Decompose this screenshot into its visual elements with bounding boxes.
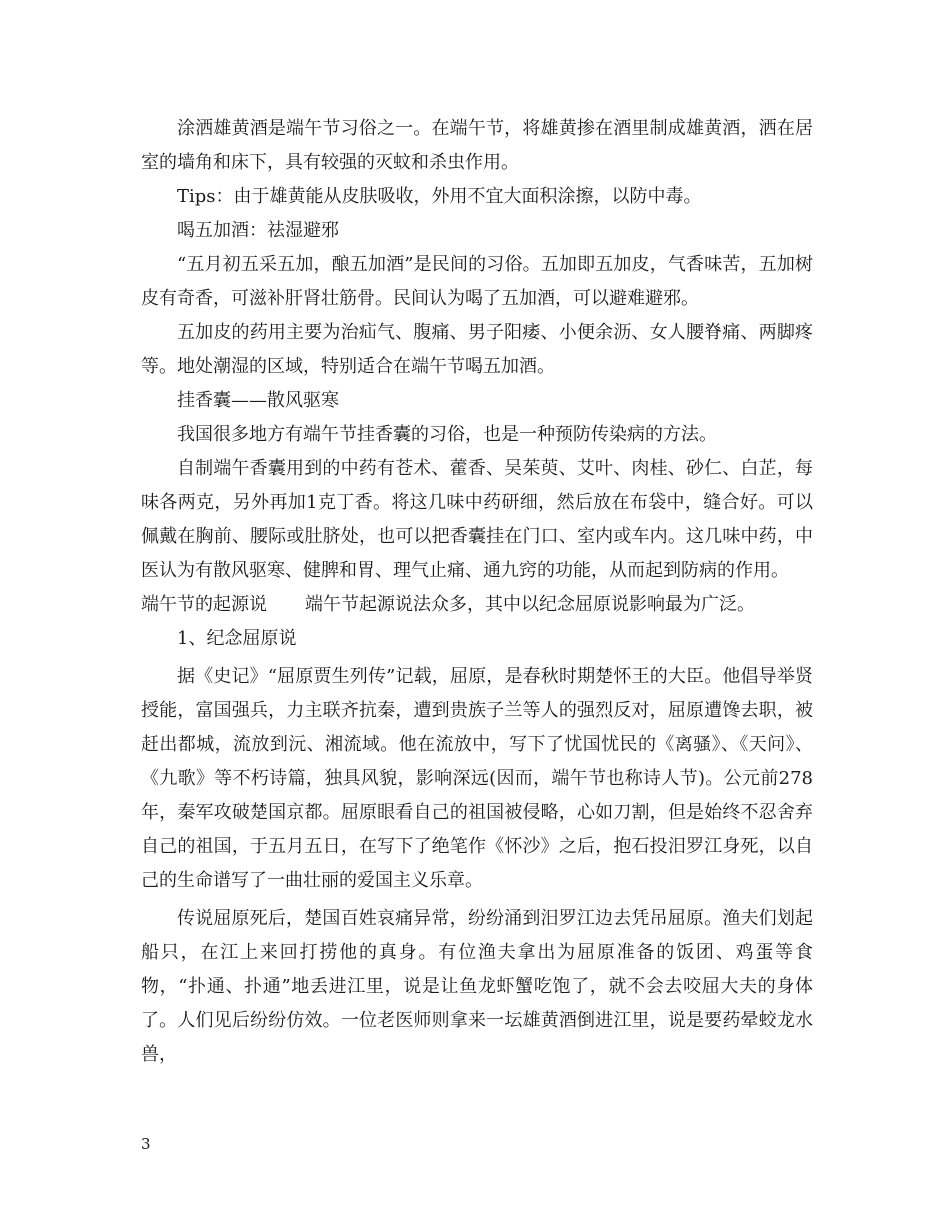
subheading-wujia-wine: 喝五加酒：祛湿避邪 [177, 220, 339, 241]
paragraph-sachet-recipe: 自制端午香囊用到的中药有苍术、藿香、吴茱萸、艾叶、肉桂、砂仁、白芷，每味各两克，另外再加1克丁香。将这几味中药研细，然后放在布袋中，缝合好。可以佩戴在胸前、腰际或肚脐处，也可以把香囊挂在门口、室内或车内。这几味中药，中医认为有散风驱寒、健脾和胃、理气止痛、通九窍的功能，从而起到防病的作用。 [141, 458, 813, 581]
paragraph-wujia-custom: “五月初五采五加，酿五加酒”是民间的习俗。五加即五加皮，气香味苦，五加树皮有奇香，可滋补肝肾壮筋骨。民间认为喝了五加酒，可以避难避邪。 [141, 254, 813, 309]
section-origin [141, 588, 813, 622]
paragraph-realgar-wine: 涂洒雄黄酒是端午节习俗之一。在端午节，将雄黄掺在酒里制成雄黄酒，洒在居室的墙角和床下，具有较强的灭蚊和杀虫作用。 [141, 118, 813, 173]
paragraph-tips: Tips：由于雄黄能从皮肤吸收，外用不宜大面积涂擦，以防中毒。 [177, 186, 702, 207]
paragraph-qu-yuan-history: 据《史记》“屈原贾生列传”记载，屈原，是春秋时期楚怀王的大臣。他倡导举贤授能，富国强兵，力主联齐抗秦，遭到贵族子兰等人的强烈反对，屈原遭馋去职，被赶出都城，流放到沅、湘流域。他在流放中，写下了忧国忧民的《离骚》、《天问》、《九歌》等不朽诗篇，独具风貌，影响深远(因而，端午节也称诗人节)。公元前278年，秦军攻破楚国京都。屈原眼看自己的祖国被侵略，心如刀割，但是始终不忍舍弃自己的祖国，于五月五日，在写下了绝笔作《怀沙》之后，抱石投汨罗江身死，以自己的生命谱写了一曲壮丽的爱国主义乐章。 [141, 666, 813, 891]
paragraph-sachet-custom: 我国很多地方有端午节挂香囊的习俗，也是一种预防传染病的方法。 [177, 424, 717, 445]
subheading-sachet: 挂香囊——散风驱寒 [177, 390, 339, 411]
subheading-qu-yuan: 1、纪念屈原说 [177, 628, 297, 649]
document-body [141, 112, 813, 1072]
section-intro: 端午节起源说法众多，其中以纪念屈原说影响最为广泛。 [305, 594, 755, 615]
section-heading: 端午节的起源说 [141, 594, 267, 615]
paragraph-qu-yuan-legend: 传说屈原死后，楚国百姓哀痛异常，纷纷涌到汨罗江边去凭吊屈原。渔夫们划起船只，在江上来回打捞他的真身。有位渔夫拿出为屈原准备的饭团、鸡蛋等食物，“扑通、扑通”地丢进江里，说是让鱼龙虾蟹吃饱了，就不会去咬屈大夫的身体了。人们见后纷纷仿效。一位老医师则拿来一坛雄黄酒倒进江里，说是要药晕蛟龙水兽， [141, 908, 813, 1065]
paragraph-wujia-medicinal: 五加皮的药用主要为治疝气、腹痛、男子阳痿、小便余沥、女人腰脊痛、两脚疼等。地处潮湿的区域，特别适合在端午节喝五加酒。 [141, 322, 813, 377]
page-number: 3 [141, 1135, 151, 1153]
